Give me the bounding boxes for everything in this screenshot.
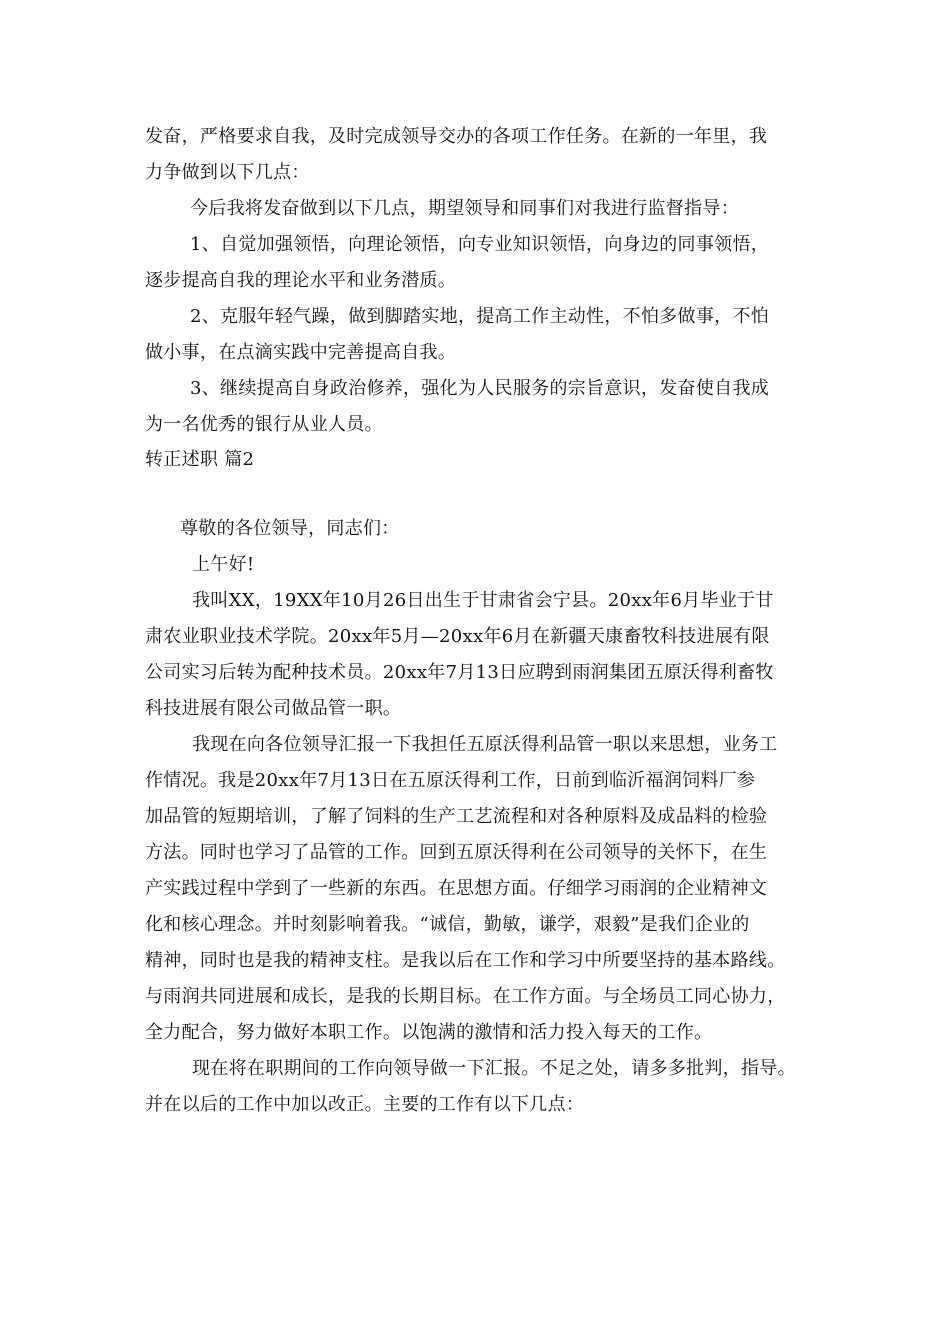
paragraph-line: 精神，同时也是我的精神支柱。是我以后在工作和学习中所要坚持的基本路线。 — [145, 950, 786, 971]
paragraph-line: 科技进展有限公司做品管一职。 — [145, 698, 402, 719]
greeting: 上午好! — [192, 554, 255, 575]
paragraph-line: 逐步提高自我的理论水平和业务潜质。 — [145, 270, 457, 291]
paragraph-line: 化和核心理念。并时刻影响着我。“诚信，勤敏，谦学，艰毅”是我们企业的 — [145, 914, 750, 935]
paragraph-line: 为一名优秀的银行从业人员。 — [145, 414, 383, 435]
list-item-3: 3、继续提高自身政治修养，强化为人民服务的宗旨意识，发奋使自我成 — [190, 378, 770, 399]
paragraph-line: 发奋，严格要求自我，及时完成领导交办的各项工作任务。在新的一年里，我 — [145, 126, 768, 147]
paragraph-line: 我现在向各位领导汇报一下我担任五原沃得利品管一职以来思想，业务工 — [192, 734, 778, 755]
paragraph-line: 我叫XX，19XX年10月26日出生于甘肃省会宁县。20xx年6月毕业于甘 — [192, 590, 774, 611]
paragraph-line: 作情况。我是20xx年7月13日在五原沃得利工作，日前到临沂福润饲料厂参 — [145, 770, 756, 791]
paragraph-line: 肃农业职业技术学院。20xx年5月—20xx年6月在新疆天康畜牧科技进展有限 — [145, 626, 770, 647]
paragraph-line: 做小事，在点滴实践中完善提高自我。 — [145, 342, 457, 363]
paragraph-line: 并在以后的工作中加以改正。主要的工作有以下几点： — [145, 1094, 585, 1115]
paragraph-line: 现在将在职期间的工作向领导做一下汇报。不足之处，请多多批判，指导。 — [192, 1058, 796, 1079]
paragraph-line: 产实践过程中学到了一些新的东西。在思想方面。仔细学习雨润的企业精神文 — [145, 878, 768, 899]
paragraph-line: 公司实习后转为配种技术员。20xx年7月13日应聘到雨润集团五原沃得利畜牧 — [145, 662, 774, 683]
paragraph-line: 今后我将发奋做到以下几点，期望领导和同事们对我进行监督指导： — [190, 198, 739, 219]
list-item-2: 2、克服年轻气躁，做到脚踏实地，提高工作主动性，不怕多做事，不怕 — [190, 306, 770, 327]
paragraph-line: 与雨润共同进展和成长，是我的长期目标。在工作方面。与全场员工同心协力， — [145, 986, 786, 1007]
paragraph-line: 方法。同时也学习了品管的工作。回到五原沃得利在公司领导的关怀下，在生 — [145, 842, 768, 863]
salutation: 尊敬的各位领导，同志们： — [180, 518, 400, 539]
section-heading: 转正述职 篇2 — [145, 449, 255, 470]
paragraph-line: 力争做到以下几点： — [145, 162, 310, 183]
paragraph-line: 加品管的短期培训，了解了饲料的生产工艺流程和对各种原料及成品料的检验 — [145, 806, 768, 827]
paragraph-line: 全力配合，努力做好本职工作。以饱满的激情和活力投入每天的工作。 — [145, 1022, 713, 1043]
list-item-1: 1、自觉加强领悟，向理论领悟，向专业知识领悟，向身边的同事领悟， — [190, 234, 770, 255]
